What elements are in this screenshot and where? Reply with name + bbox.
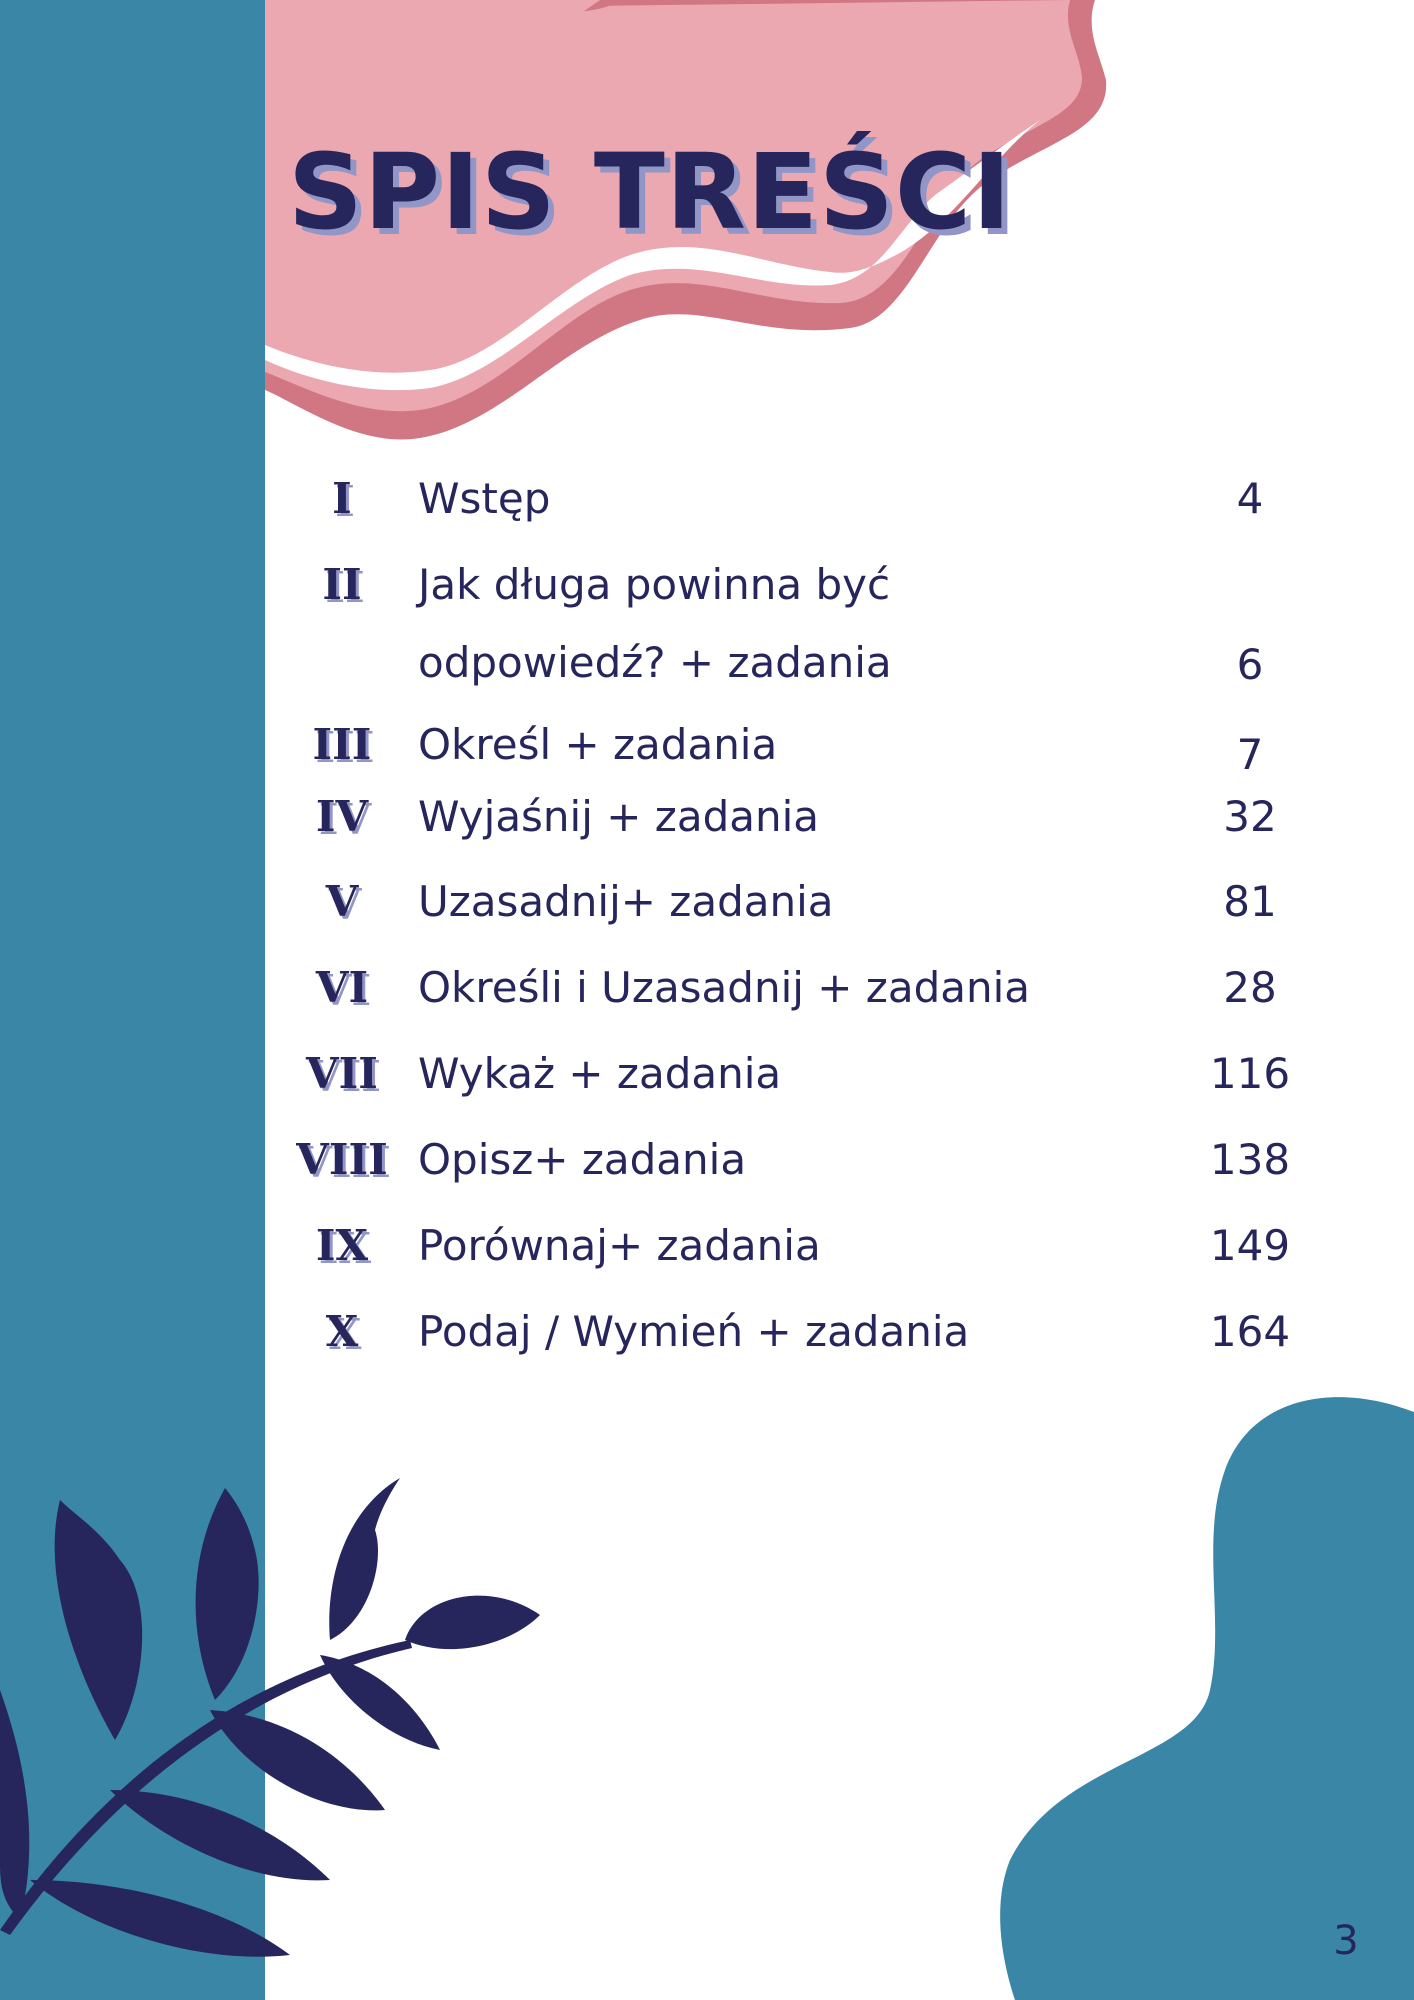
toc-page-number: 32 [1223,792,1277,841]
toc-title: Podaj / Wymień + zadania [418,1307,970,1356]
page-number: 3 [1333,1918,1359,1964]
toc-numeral: VII [306,1049,378,1098]
toc-title: Określ + zadania [418,720,778,769]
toc-numeral: IX [315,1221,369,1270]
toc-row[interactable] [290,550,1330,708]
toc-page-number: 138 [1209,1135,1291,1184]
toc-numeral: III [312,720,372,769]
toc-page-number: 149 [1209,1221,1291,1270]
toc-numeral: V [325,877,359,926]
toc-row[interactable] [290,1125,1330,1195]
toc-title: Jak długa powinna być odpowiedź? + zadania [418,560,892,687]
toc-numeral: IV [315,792,369,841]
toc-row[interactable] [290,953,1330,1023]
toc-row[interactable] [290,782,1330,852]
toc-row[interactable] [290,1297,1330,1367]
toc-title: Uzasadnij+ zadania [418,877,834,926]
toc-page-number: 81 [1223,877,1277,926]
toc-title: Wstęp [418,474,551,523]
teal-blob [1000,1397,1414,2000]
toc-row[interactable] [290,1039,1330,1109]
toc-numeral: I [332,474,352,523]
toc-row[interactable] [290,464,1330,534]
toc-page-number: 6 [1236,640,1264,689]
toc-numeral: VI [315,963,369,1012]
toc-row[interactable] [290,867,1330,937]
toc-page-number: 4 [1236,474,1264,523]
teal-sidebar [0,0,265,2000]
toc-page-number: 116 [1209,1049,1291,1098]
toc-title: Wyjaśnij + zadania [418,792,819,841]
toc-title: Porównaj+ zadania [418,1221,821,1270]
toc-page-number: 28 [1223,963,1277,1012]
toc-title: Opisz+ zadania [418,1135,747,1184]
toc-page-number: 7 [1236,730,1264,779]
toc-numeral: VIII [296,1135,388,1184]
toc-title: Wykaż + zadania [418,1049,782,1098]
toc-title: Określi i Uzasadnij + zadania [418,963,1031,1012]
toc-numeral: II [322,560,362,609]
page-title: SPIS TREŚCI [288,131,1012,253]
toc-row[interactable] [290,710,1330,780]
toc-row[interactable] [290,1211,1330,1281]
toc-numeral: X [325,1307,359,1356]
toc-page-number: 164 [1209,1307,1291,1356]
